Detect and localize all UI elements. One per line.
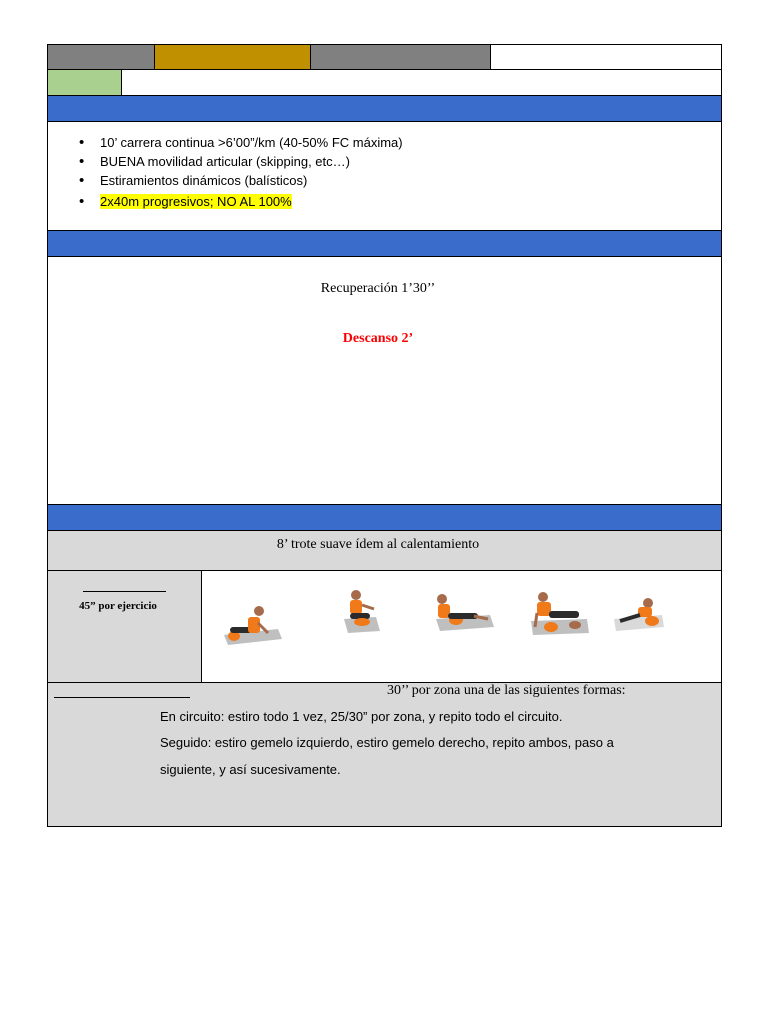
stretch-line-2: Seguido: estiro gemelo izquierdo, estiro gemelo derecho, repito ambos, paso a bbox=[160, 735, 614, 750]
main-box bbox=[47, 256, 722, 505]
header-cell-3 bbox=[310, 44, 491, 70]
foam-roll-glute-icon bbox=[434, 593, 496, 633]
section-bar-warmup bbox=[47, 95, 722, 122]
foam-label: 45” por ejercicio bbox=[79, 600, 157, 612]
foam-roll-hamstring-icon bbox=[340, 589, 384, 635]
jog-row bbox=[47, 530, 722, 571]
warmup-item: • BUENA movilidad articular (skipping, etc…) bbox=[76, 152, 403, 171]
warmup-box bbox=[47, 121, 722, 231]
foam-label-cell bbox=[47, 570, 202, 683]
section-bar-main bbox=[47, 230, 722, 257]
foam-figures-cell bbox=[201, 570, 722, 683]
header-cell-4 bbox=[490, 44, 722, 70]
warmup-item: • 10’ carrera continua >6’00”/km (40-50% FC máxima) bbox=[76, 133, 403, 152]
tag-row-blank bbox=[121, 69, 722, 96]
header-cell-1 bbox=[47, 44, 155, 70]
stretch-box bbox=[47, 682, 722, 827]
jog-text: 8’ trote suave ídem al calentamiento bbox=[276, 537, 480, 552]
foam-roll-calf-icon bbox=[222, 599, 284, 645]
stretch-line-3: siguiente, y así sucesivamente. bbox=[160, 762, 341, 777]
stretch-title: 30’’ por zona una de las siguientes formas: bbox=[387, 683, 626, 698]
warmup-item: • 2x40m progresivos; NO AL 100% bbox=[76, 192, 403, 211]
rest-text: Descanso 2’ bbox=[342, 331, 414, 346]
recovery-text: Recuperación 1’30’’ bbox=[320, 281, 436, 296]
stretch-line-1: En circuito: estiro todo 1 vez, 25/30” por zona, y repito todo el circuito. bbox=[160, 709, 563, 724]
warmup-item: • Estiramientos dinámicos (balísticos) bbox=[76, 171, 403, 190]
tag-cell bbox=[47, 69, 122, 96]
foam-roll-upper-back-icon bbox=[612, 597, 666, 635]
section-bar-cooldown bbox=[47, 504, 722, 531]
warmup-list bbox=[76, 133, 403, 211]
foam-roll-it-band-icon bbox=[529, 591, 591, 637]
foam-label-rule bbox=[83, 591, 166, 592]
stretch-label-rule bbox=[54, 697, 190, 698]
header-cell-2 bbox=[154, 44, 311, 70]
